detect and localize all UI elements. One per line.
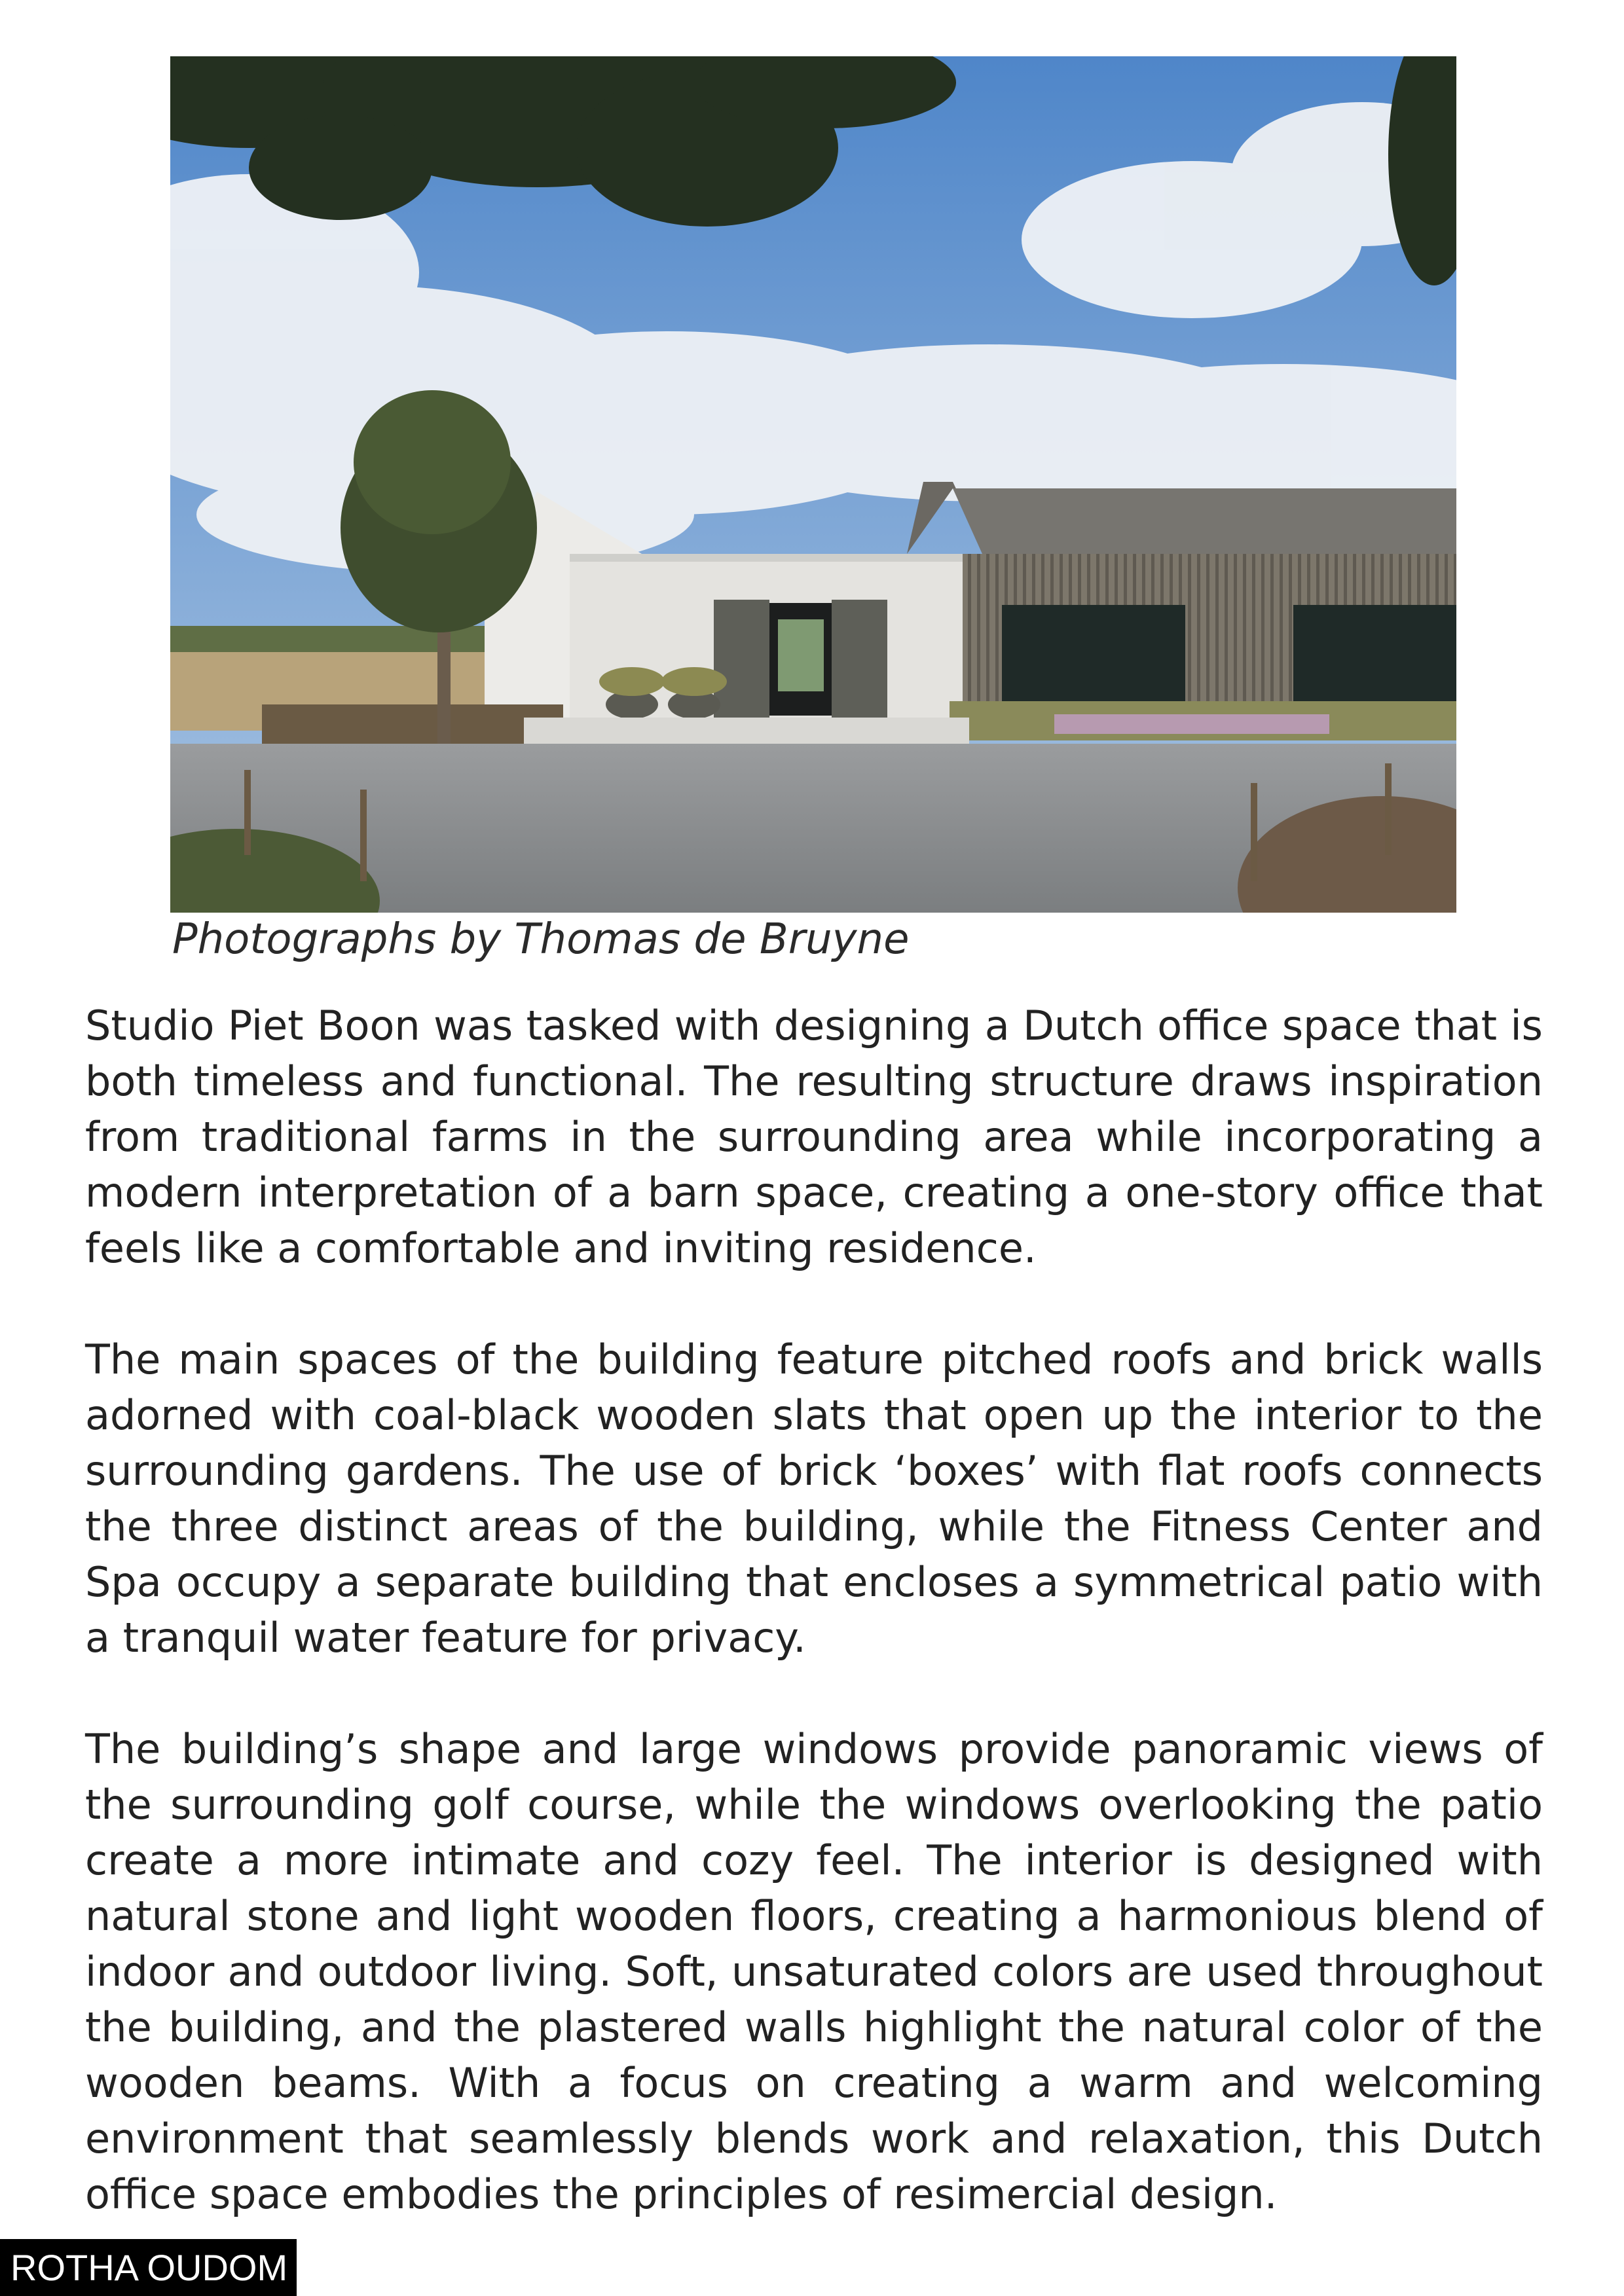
photo-caption: Photographs by Thomas de Bruyne bbox=[172, 915, 910, 964]
paragraph: The main spaces of the building feature pitched roofs and brick walls adorned with coal-black wooden slats that open up the interior to the surrounding gardens. The use of brick ‘boxes’ with flat roofs connects the three distinct areas of the building, while the Fitness Center and Spa occupy a separate building that encloses a symmetrical patio with a tranquil water feature for privacy. bbox=[85, 1336, 1543, 1662]
paragraph: Studio Piet Boon was tasked with designing a Dutch office space that is both timeless and functional. The resulting structure draws inspiration from traditional farms in the surrounding area while incorporating a modern interpretation of a barn space, creating a one-story office that feels like a comfortable and inviting residence. bbox=[85, 1002, 1543, 1272]
article-body bbox=[85, 998, 1543, 2222]
author-badge: ROTHA OUDOM bbox=[0, 2239, 297, 2296]
building-photo bbox=[170, 56, 1456, 913]
paragraph: The building’s shape and large windows provide panoramic views of the surrounding golf course, while the windows overlooking the patio create a more intimate and cozy feel. The interior is designed with natural stone and light wooden floors, creating a harmonious blend of indoor and outdoor living. Soft, unsaturated colors are used throughout the building, and the plastered walls highlight the natural color of the wooden beams. With a focus on creating a warm and welcoming environment that seamlessly blends work and relaxation, this Dutch office space embodies the principles of resimercial design. bbox=[85, 1725, 1543, 2218]
